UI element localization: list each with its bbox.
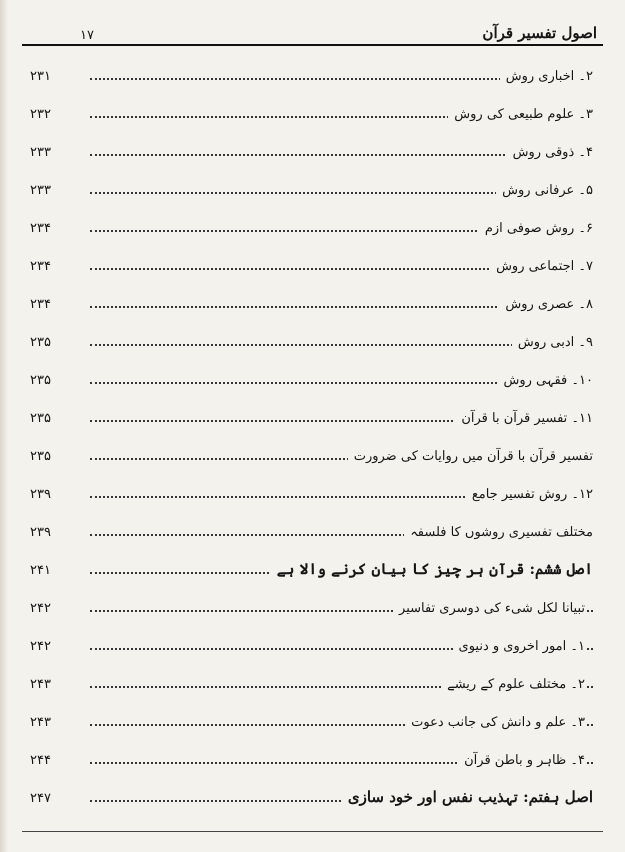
toc-page-number: ۲۴۳ xyxy=(30,715,51,730)
toc-entry xyxy=(28,468,597,504)
toc-page-number: ۲۳۴ xyxy=(30,297,51,312)
toc-entry-title: ۸۔ عصری روش xyxy=(499,297,593,312)
toc-page-number: ۲۴۲ xyxy=(30,601,51,616)
page-header xyxy=(0,0,625,50)
footer-rule xyxy=(22,831,603,832)
toc-page-number: ۲۳۹ xyxy=(30,525,51,540)
toc-chapter-entry xyxy=(28,772,597,808)
toc-entry xyxy=(28,164,597,200)
toc-page-number: ۲۳۵ xyxy=(30,449,51,464)
toc-entry xyxy=(28,392,597,428)
toc-entry-title: تفسیر قرآن با قرآن میں روایات کی ضرورت xyxy=(348,449,593,464)
toc-page-number: ۲۳۳ xyxy=(30,183,51,198)
toc-entry-title: مختلف تفسیری روشوں کا فلسفہ xyxy=(404,525,593,540)
toc-entry-title: ۲۔ اخباری روش xyxy=(500,69,593,84)
header-rule xyxy=(22,44,603,46)
toc-entry xyxy=(28,88,597,124)
toc-entry-title: ۴۔ ذوقی روش xyxy=(507,145,593,160)
toc-entry xyxy=(28,354,597,390)
toc-page-number: ۲۳۹ xyxy=(30,487,51,502)
table-of-contents xyxy=(0,50,625,822)
toc-entry xyxy=(28,696,597,732)
toc-page-number: ۲۳۴ xyxy=(30,221,51,236)
toc-entry-title: اصل ہفتم: تہذیب نفس اور خود سازی xyxy=(342,788,593,806)
toc-entry xyxy=(28,126,597,162)
toc-entry-title: ۳۔ علم و دانش کی جانب دعوت xyxy=(405,715,585,730)
toc-entry xyxy=(28,430,597,466)
toc-entry xyxy=(28,734,597,770)
toc-page-number: ۲۳۱ xyxy=(30,69,51,84)
toc-page-number: ۲۳۵ xyxy=(30,373,51,388)
toc-entry-title: ۱۲۔ روش تفسیر جامع xyxy=(466,487,593,502)
toc-page-number: ۲۳۵ xyxy=(30,335,51,350)
toc-entry-title: ۳۔ علوم طبیعی کی روش xyxy=(448,107,593,122)
toc-page-number: ۲۴۲ xyxy=(30,639,51,654)
toc-entry xyxy=(28,658,597,694)
toc-entry xyxy=(28,506,597,542)
toc-page-number: ۲۳۳ xyxy=(30,145,51,160)
toc-entry-title: ۱۰۔ فقہی روش xyxy=(497,373,593,388)
toc-page-number: ۲۴۳ xyxy=(30,677,51,692)
toc-page-number: ۲۴۷ xyxy=(30,791,51,806)
toc-entry xyxy=(28,316,597,352)
toc-entry xyxy=(28,202,597,238)
toc-entry-title: ۹۔ ادبی روش xyxy=(512,335,593,350)
toc-entry xyxy=(28,620,597,656)
toc-entry-title: ۲۔ مختلف علوم کے ریشے xyxy=(441,677,585,692)
toc-entry-title: تبیانا لکل شیء کی دوسری تفاسیر xyxy=(393,601,585,616)
toc-entry xyxy=(28,240,597,276)
toc-page-number: ۲۳۴ xyxy=(30,259,51,274)
toc-entry-title: ۴۔ ظاہر و باطن قرآن xyxy=(458,753,585,768)
running-title: اصول تفسیر قرآن xyxy=(482,24,597,42)
toc-page-number: ۲۴۱ xyxy=(30,563,51,578)
toc-page-number: ۲۳۵ xyxy=(30,411,51,426)
toc-entry-title: اصل ششم: قرآن ہر چیز کا بیان کرنے والا ہے xyxy=(271,560,593,578)
toc-entry-title: ۶۔ روش صوفی ازم xyxy=(479,221,593,236)
toc-entry xyxy=(28,278,597,314)
toc-entry xyxy=(28,582,597,618)
toc-entry xyxy=(28,50,597,86)
page-number: ۱۷ xyxy=(80,28,94,43)
toc-page-number: ۲۳۲ xyxy=(30,107,51,122)
toc-chapter-entry xyxy=(28,544,597,580)
toc-entry-title: ۵۔ عرفانی روش xyxy=(496,183,593,198)
toc-entry-title: ۱۔ امور اخروی و دنیوی xyxy=(453,639,585,654)
toc-page-number: ۲۴۴ xyxy=(30,753,51,768)
toc-entry-title: ۷۔ اجتماعی روش xyxy=(490,259,593,274)
toc-entry-title: ۱۱۔ تفسیر قرآن با قرآن xyxy=(455,411,593,426)
